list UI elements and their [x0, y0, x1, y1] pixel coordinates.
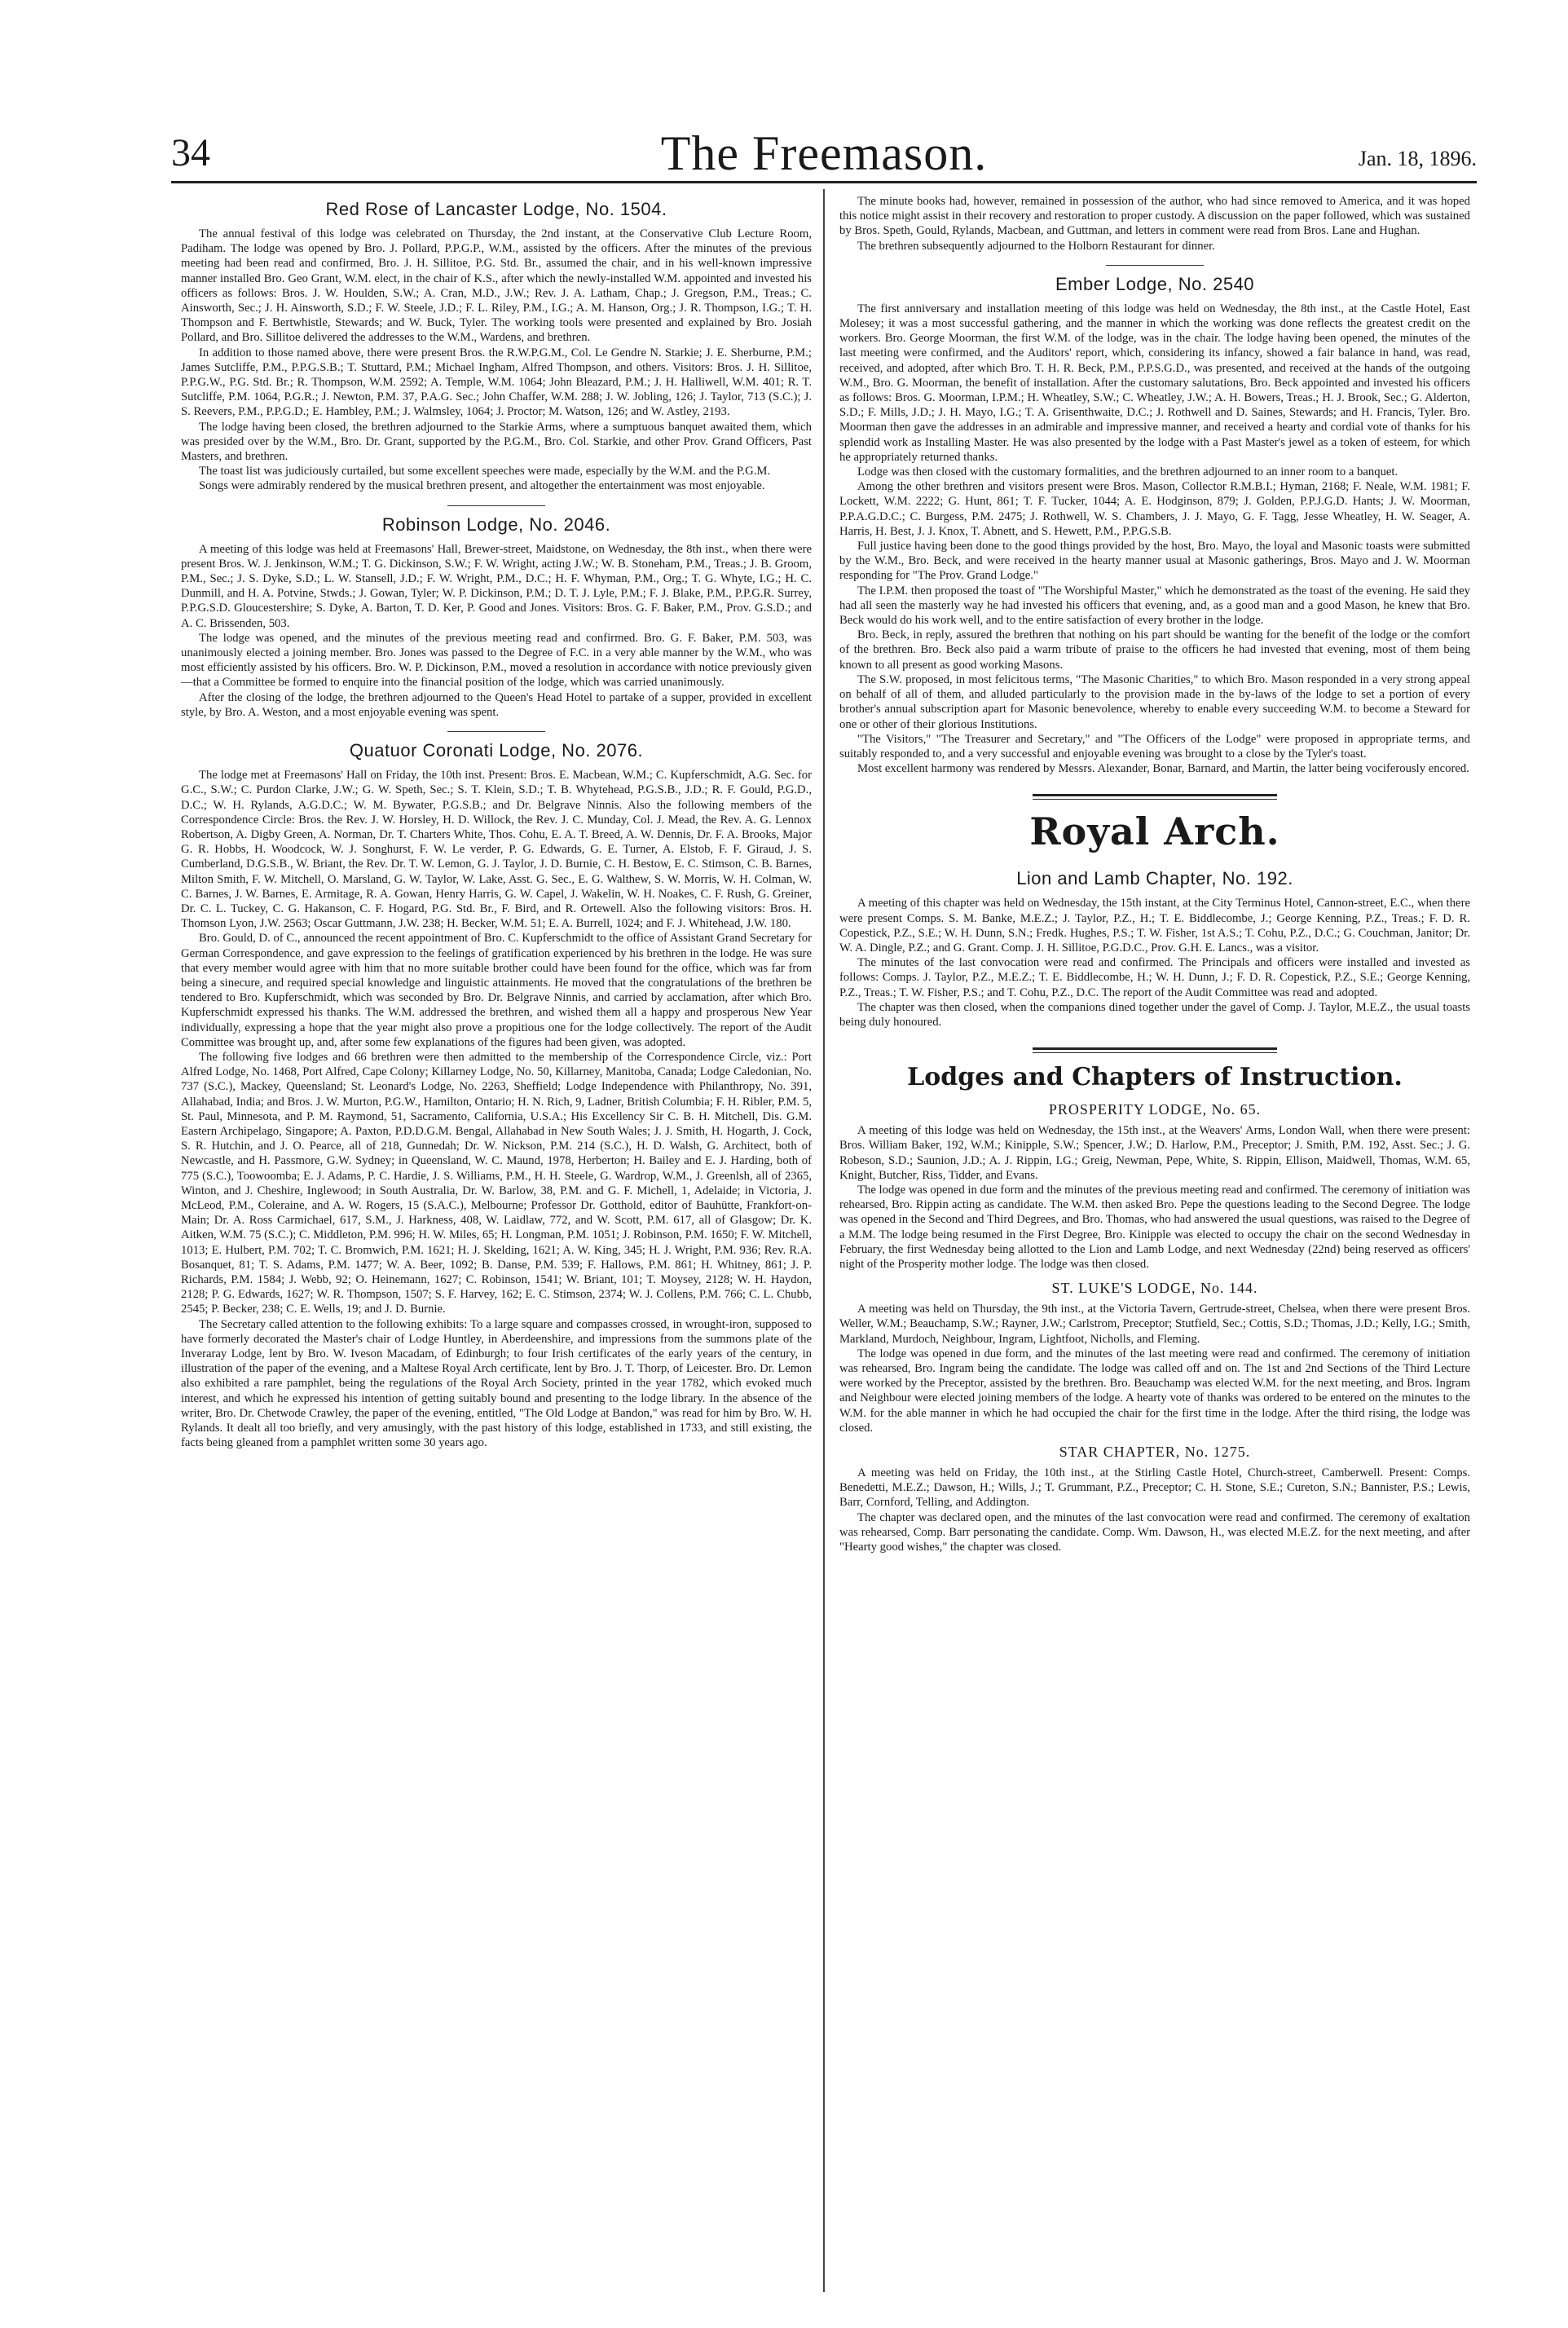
masthead	[171, 124, 1477, 181]
article-paragraph: A meeting of this chapter was held on Wednesday, the 15th instant, at the City Terminus Hotel, Cannon-street, E.C., when there were present Comps. S. M. Banke, M.E.Z.; J. Taylor, P.Z., H.; T. E. Biddlecombe, J.; George Kenning, P.Z., Treas.; F. D. R. Copestick, P.Z., S.E.; W. H. Dunn, S.N.; Fredk. Hughes, P.S.; T. W. Fisher, 1st A.S.; T. Cohu, P.Z., D.C.; G. Couchman, Janitor; Dr. W. A. Dingle, P.Z.; and G. Grant. Comp. J. H. Sillitoe, P.G.D.C., Prov. G.H. E. Lancs., was a visitor.	[839, 897, 1470, 955]
article-title: ST. LUKE'S LODGE, No. 144.	[1051, 1280, 1258, 1297]
article-paragraph: The chapter was then closed, when the companions dined together under the gavel of Comp. J. Taylor, M.E.Z., the usual toasts being duly honoured.	[839, 1000, 1470, 1029]
publication-title: The Freemason.	[660, 126, 988, 180]
article-paragraph: The brethren subsequently adjourned to the Holborn Restaurant for dinner.	[857, 239, 1215, 253]
article-paragraph: The minute books had, however, remained in possession of the author, who had since removed to America, and it was hoped this notice might assist in their recovery and restoration to proper custody. A discussion on the paper followed, which was sustained by Bros. Speth, Gould, Rylands, Macbean, and Guttman, and letters in comment were read from Bros. Lane and Hughan.	[839, 195, 1470, 238]
section-divider	[1033, 1047, 1277, 1053]
article-paragraph: Bro. Gould, D. of C., announced the recent appointment of Bro. C. Kupferschmidt to the office of Assistant Grand Secretary for German Correspondence, and gave expression to the feelings of gratification experienced by his brethren in the lodge. He was sure that every member would agree with him that no more suitable brother could have been found for the office, which was far from being a sinecure, and required special knowledge and linguistic attainments. He moved that the congratulations of the brethren be tendered to Bro. Kupferschmidt, which was seconded by Bro. Dr. Belgrave Ninnis, and carried by acclamation, after which Bro. Kupferschmidt expressed his thanks. The W.M. addressed the brethren, and wished them all a happy and prosperous New Year individually, expressing a hope that the year might also prove a propitious one for the lodge collectively. The report of the Audit Committee was brought up, and, after some few explanations of the figures had been given, was adopted.	[181, 932, 812, 1049]
article-paragraph: The lodge met at Freemasons' Hall on Friday, the 10th inst. Present: Bros. E. Macbean, W.M.; C. Kupferschmidt, A.G. Sec. for G.C., S.W.; C. Purdon Clarke, J.W.; G. W. Speth, Sec.; S. T. Klein, S.D.; T. B. Whytehead, P.G.S.B., J.D.; R. F. Gould, P.G.D., D.C.; W. H. Rylands, A.G.D.C.; W. M. Bywater, P.G.S.B.; and Dr. Belgrave Ninnis. Also the following members of the Correspondence Circle: Bros. the Rev. J. W. Horsley, H. D. Willock, the Rev. J. C. Munday, Col. J. Mead, the Rev. A. G. Lennox Robertson, A. Digby Green, A. Norman, Dr. T. Charters White, Thos. Cohu, E. A. T. Breed, A. W. Dennis, Dr. F. A. Brooks, Major G. R. Hobbs, H. Woodcock, W. J. Songhurst, F. W. Le verder, P. G. Edwards, G. E. Turner, A. Elstob, F. F. Giraud, J. S. Cumberland, D.G.S.B., W. Briant, the Rev. Dr. T. W. Lemon, G. J. Taylor, J. D. Burnie, C. H. Bestow, E. C. Stimson, C. B. Barnes, Milton Smith, F. W. Mitchell, O. Marsland, G. W. Taylor, W. Lake, Asst. G. Sec., E. G. Walthew, S. W. Morris, W. H. Colman, W. C. Barnes, J. W. Barnes, E. Armitage, R. A. Gowan, Henry Harris, G. W. Capel, J. Wakelin, W. H. Noakes, C. F. Rush, G. Greiner, Dr. C. L. Tuckey, C. G. Hakanson, C. F. Hogard, P.G. Std. Br., F. Bird, and R. Ortewell. Also the following visitors: Bros. H. Thomson Lyon, J.W. 2563; Oscar Guttmann, J.W. 238; H. Becker, W.M. 51; E. A. Burrell, 1024; and F. J. Whitehead, J.W. 180.	[181, 769, 812, 931]
article-red-rose	[181, 199, 812, 494]
page-number: 34	[171, 131, 210, 174]
issue-date: Jan. 18, 1896.	[1358, 147, 1477, 170]
article-title: Robinson Lodge, No. 2046.	[381, 514, 611, 535]
article-paragraph: Full justice having been done to the good things provided by the host, Bro. Mayo, the loyal and Masonic toasts were submitted by the W.M., Bro. Beck, and were received in the hearty manner usual at Masonic gatherings, Bros. Mayo and J. W. Moorman responding for "The Prov. Grand Lodge."	[839, 540, 1470, 583]
section-divider	[447, 505, 545, 506]
article-paragraph: A meeting was held on Thursday, the 9th inst., at the Victoria Tavern, Gertrude-street, Chelsea, when there were present Bros. Weller, W.M.; Beauchamp, S.W.; Rayner, J.W.; Carlstrom, Preceptor; Stutfield, Sec.; Cottis, S.D.; Thomas, J.D.; Kelly, I.G.; Smith, Markland, Murdoch, Neighbour, Ingram, Lightfoot, Nicholls, and Fleming.	[839, 1303, 1470, 1346]
left-column	[181, 194, 812, 1450]
article-title: STAR CHAPTER, No. 1275.	[1059, 1444, 1251, 1460]
article-continuation	[839, 194, 1470, 254]
article-paragraph: The lodge was opened in due form, and the minutes of the last meeting were read and confirmed. The ceremony of initiation was rehearsed, Bro. Ingram being the candidate. The lodge was called off and on. The 1st and 2nd Sections of the Third Lecture were worked by the Preceptor, assisted by the brethren. Bro. Beauchamp was elected W.M. for the next meeting, and Bros. Ingram and Neighbour were elected joining members of the lodge. A hearty vote of thanks was ordered to be entered on the minutes to the W.M. for the able manner in which he had occupied the chair for the first time in the lodge. After the third rising, the lodge was closed.	[839, 1347, 1470, 1435]
section-divider	[1106, 265, 1204, 266]
article-paragraph: The minutes of the last convocation were read and confirmed. The Principals and officers were installed and invested as follows: Comps. J. Taylor, P.Z., M.E.Z.; T. E. Biddlecombe, H.; W. H. Dunn, J.; F. D. R. Copestick, P.Z., S.E.; George Kenning, P.Z., Treas.; T. W. Fisher, P.S.; and T. Cohu, P.Z., D.C. The report of the Audit Committee was read and adopted.	[839, 956, 1470, 999]
column-divider	[823, 189, 825, 2292]
article-paragraph: Songs were admirably rendered by the musical brethren present, and altogether the entertainment was most enjoyable.	[199, 479, 765, 493]
article-paragraph: The S.W. proposed, in most felicitous terms, "The Masonic Charities," to which Bro. Mason responded in a very strong appeal on behalf of all of them, and alluded particularly to the provision made in the by-laws of the lodge to set a portion of every brother's annual subscription apart for Masonic benevolence, whereby to enable every succeeding W.M. to become a Steward for one or other of their glorious Institutions.	[839, 672, 1470, 731]
section-divider	[447, 731, 545, 732]
article-paragraph: The lodge was opened, and the minutes of the previous meeting read and confirmed. Bro. G. F. Baker, P.M. 503, was unanimously elected a joining member. Bro. Jones was passed to the Degree of F.C. in a very able manner by the W.M., who was most efficiently assisted by his officers. Bro. W. P. Dickinson, P.M., moved a resolution in accordance with notice previously given—that a Committee be formed to enquire into the financial position of the lodge, which was carried unanimously.	[181, 631, 812, 690]
article-ember	[839, 274, 1470, 777]
article-paragraph: Most excellent harmony was rendered by Messrs. Alexander, Bonar, Barnard, and Martin, the latter being vociferously encored.	[857, 762, 1469, 776]
section-instruction	[839, 1063, 1470, 1554]
article-title: PROSPERITY LODGE, No. 65.	[1048, 1101, 1262, 1118]
article-paragraph: The lodge was opened in due form and the minutes of the previous meeting read and confirmed. The ceremony of initiation was rehearsed, Bro. Rippin acting as candidate. The W.M. then asked Bro. Pepe the questions leading to the Second Degree. The lodge was opened in the Second and Third Degrees, and Bro. Thomas, who had answered the usual questions, was raised to the Degree of a M.M. The lodge being resumed in the First Degree, Bro. Kinipple was elected to occupy the chair on the second Wednesday in February, the first Wednesday being allotted to the Lion and Lamb Lodge, and next Wednesday (22nd) being reserved as officers' night of the Prosperity mother lodge. The lodge was then closed.	[839, 1183, 1470, 1271]
article-paragraph: A meeting was held on Friday, the 10th inst., at the Stirling Castle Hotel, Church-street, Camberwell. Present: Comps. Benedetti, M.E.Z.; Dawson, H.; Wills, J.; T. Grummant, P.Z., Preceptor; C. H. Stone, S.E.; Cureton, S.N.; Bannister, P.S.; Lewis, Barr, Cornford, Telling, and Addington.	[839, 1466, 1470, 1510]
article-title: Red Rose of Lancaster Lodge, No. 1504.	[325, 199, 667, 219]
article-paragraph: A meeting of this lodge was held on Wednesday, the 15th inst., at the Weavers' Arms, London Wall, when there were present: Bros. William Baker, 192, W.M.; Kinipple, S.W.; Spencer, J.W.; D. Harlow, P.M., Preceptor; J. Smith, P.M. 192, Asst. Sec.; J. G. Robeson, S.D.; Saunion, J.D.; A. J. Rippin, I.G.; Greig, Newman, Pepe, White, S. Rippin, Ellison, Maidwell, Thomas, W.M. 65, Knight, Butcher, Riss, Tidder, and Evans.	[839, 1124, 1470, 1182]
article-paragraph: The chapter was declared open, and the minutes of the last convocation were read and confirmed. The ceremony of exaltation was rehearsed, Comp. Barr personating the candidate. Comp. Wm. Dawson, H., was elected M.E.Z. for the next meeting, and after "Hearty good wishes," the chapter was closed.	[839, 1510, 1470, 1554]
article-title: Ember Lodge, No. 2540	[1055, 273, 1255, 294]
section-heading: Royal Arch.	[1029, 809, 1280, 854]
article-paragraph: The toast list was judiciously curtailed, but some excellent speeches were made, especially by the W.M. and the P.G.M.	[199, 465, 771, 478]
section-royal-arch	[839, 809, 1470, 1030]
article-title: Lion and Lamb Chapter, No. 192.	[1016, 868, 1293, 889]
article-paragraph: The annual festival of this lodge was celebrated on Thursday, the 2nd instant, at the Conservative Club Lecture Room, Padiham. The lodge was opened by Bro. J. Pollard, P.P.G.P., W.M., assisted by the officers. After the minutes of the previous meeting had been read and confirmed, Bro. J. H. Sillitoe, P.G. Std. Br., assumed the chair, and in his well-known impressive manner installed Bro. Geo Grant, W.M. elect, in the chair of K.S., after which the newly-installed W.M. appointed and invested his officers as follows: Bros. J. W. Houlden, S.W.; A. Cran, M.D., J.W.; Rev. J. A. Latham, Chap.; J. Gregson, P.M., Treas.; C. Ainsworth, Sec.; J. H. Ainsworth, S.D.; F. W. Steele, J.D.; F. L. Riley, P.M., I.G.; A. M. Hanson, Org.; J. R. Thompson, I.G.; T. H. Thompson and F. Bertwhistle, Stewards; and W. Buck, Tyler. The working tools were presented and explained by Bro. Josiah Pollard, and Bro. Sillitoe delivered the addresses to the W.M., Wardens, and brethren.	[181, 227, 812, 345]
article-paragraph: The Secretary called attention to the following exhibits: To a large square and compasses crossed, in wrought-iron, supposed to have formerly decorated the Master's chair of Lodge Huntley, in Aberdeenshire, and impressions from the summons plate of the Inveraray Lodge, lent by Bro. W. Iveson Macadam, of Edinburgh; to four Irish certificates of the early years of the century, in illustration of the paper of the evening, and a Maltese Royal Arch certificate, lent by Bro. J. T. Thorp, of Leicester. Bro. Dr. Lemon also exhibited a rare pamphlet, being the regulations of the Royal Arch Society, printed in the year 1782, which evoked much interest, and which he expressed his intention of getting suitably bound and presenting to the lodge library. In the absence of the writer, Bro. Dr. Chetwode Crawley, the paper of the evening, entitled, "The Old Lodge at Bandon," was read for him by Bro. W. H. Rylands. It dealt all too briefly, and very amusingly, with the past history of this lodge, established in 1733, and still existing, the facts being gleaned from a pamphlet written some 30 years ago.	[181, 1317, 812, 1450]
section-divider	[1033, 794, 1277, 800]
article-paragraph: The first anniversary and installation meeting of this lodge was held on Wednesday, the 8th inst., at the Castle Hotel, East Molesey; it was a most successful gathering, and the manner in which the working was done reflects the greatest credit on the workers. Bro. George Moorman, the first W.M. of the lodge, was in the chair. The lodge having been opened, the minutes of the last meeting were confirmed, and the Auditors' report, which, considering its infancy, showed a fair balance in hand, was read, received, and adopted, after which Bro. T. H. R. Beck, P.M., P.P.S.G.D., was presented, and received at the hands of the outgoing W.M., Bro. G. Moorman, the benefit of installation. After the customary salutations, Bro. Beck appointed and invested his officers as follows: Bros. G. Moorman, I.P.M.; H. Wheatley, S.W.; C. Wheatley, J.W.; A. H. Bowers, Treas.; H. J. Brook, Sec.; G. Alderton, S.D.; F. Mills, J.D.; J. H. Mayo, I.G.; T. A. Grisenthwaite, D.C.; J. Rothwell and D. Saines, Stewards; and H. Francis, Tyler. Bro. Moorman then gave the addresses in an admirable and impressive manner, and received a hearty and cordial vote of thanks for his splendid work as Installing Master. He was also presented by the lodge with a Past Master's jewel as a token of esteem, for which he appropriately returned thanks.	[839, 302, 1470, 464]
header-rule	[171, 181, 1477, 183]
article-quatuor-coronati	[181, 740, 812, 1450]
article-paragraph: "The Visitors," "The Treasurer and Secretary," and "The Officers of the Lodge" were proposed in appropriate terms, and suitably responded to, and a very successful and enjoyable evening was brought to a close by the Tyler's toast.	[839, 732, 1470, 761]
article-robinson	[181, 514, 812, 720]
section-heading: Lodges and Chapters of Instruction.	[907, 1063, 1403, 1092]
article-paragraph: Bro. Beck, in reply, assured the brethren that nothing on his part should be wanting for the benefit of the lodge or the comfort of the brethren. Bro. Beck also paid a warm tribute of praise to the officers he had invested that evening, most of them being known to all present as good working Masons.	[839, 628, 1470, 672]
article-paragraph: The I.P.M. then proposed the toast of "The Worshipful Master," which he demonstrated as the toast of the evening. He said they had all seen the masterly way he had invested his officers that evening, and, as a good man and a good Mason, he knew that Bro. Beck would do his work well, and to the entire satisfaction of every brother in the lodge.	[839, 584, 1470, 628]
article-paragraph: Lodge was then closed with the customary formalities, and the brethren adjourned to an inner room to a banquet.	[857, 465, 1398, 479]
article-paragraph: The following five lodges and 66 brethren were then admitted to the membership of the Correspondence Circle, viz.: Port Alfred Lodge, No. 1468, Port Alfred, Cape Colony; Killarney Lodge, No. 50, Killarney, Manitoba, Canada; Lodge Caledonian, No. 737 (S.C.), Mackey, Queensland; St. Leonard's Lodge, No. 2263, Sheffield; Lodge Independence with Philanthropy, No. 391, Allahabad, India; and Bros. J. W. Murton, P.G.W., Hamilton, Ontario; H. N. Rich, 9, Ladner, British Columbia; F. H. Ribler, P.M. 5, St. Paul, Minnesota, and P. M. Raymond, 51, Sacramento, California, U.S.A.; His Excellency Sir C. B. H. Mitchell, Dis. G.M. Eastern Archipelago, Singapore; A. Paxton, P.D.D.G.M. Bengal, Allahabad in New South Wales; J. J. Smith, H. Hogarth, J. Cock, S. R. Hutchin, and J. O. Pearce, all of 218, Gunnedah; Dr. W. Nickson, P.M. 214 (S.C.), H. D. Walsh, G. Architect, both of Newcastle, and H. Passmore, G.W. Sydney; in Queensland, W. C. Maund, 1978, Herberton; H. Bailey and E. J. Harding, both of 775 (S.C.), Toowoomba; E. J. Adams, P. C. Hardie, J. S. Williams, P.M., H. H. Steele, G. Wardrop, W.M., J. Greenlsh, all of 2365, Winton, and J. Cheshire, Inglewood; in South Australia, Dr. W. Barlow, 38, P.M. and G. F. Michell, 1, Adelaide; in Victoria, J. McLeod, P.M., Coleraine, and A. W. Rogers, 15 (S.A.C.), Melbourne; Professor Dr. Gotthold, editor of Bauhütte, Frankfort-on-Main; Dr. A. Ross Carmichael, 617, S.M., J. Harkness, 408, W. Laidlaw, 772, and W. Scott, P.M. 617, all of Glasgow; Dr. K. Aitken, W.M. 75 (S.C.); C. Middleton, P.M. 996; H. W. Miles, 65; H. Longman, P.M. 1051; J. Robinson, P.M. 1650; F. W. Mitchell, 1013; E. Hulbert, P.M. 702; T. C. Bromwich, P.M. 1621; H. J. Skelding, 1621; A. W. King, 345; H. J. Wright, P.M. 936; Rev. R.A. Bosanquet, 81; T. S. Adams, P.M. 1477; W. A. Beer, 1092; B. Danse, P.M. 539; F. Hallows, P.M. 861; H. Whitney, 861; J. P. Richards, P.M. 1584; J. Webb, 92; O. Heinemann, 1627; C. Robinson, 1541; W. Briant, 101; T. Moysey, 2128; W. H. Haydon, 2128; P. G. Edwards, 1627; W. R. Thompson, 1507; S. F. Harvey, 162; E. C. Stimson, 2374; W. J. Collens, P.M. 766; C. L. Chubb, 2545; P. Becker, 238; C. E. Wells, 19; and J. D. Burnie.	[181, 1050, 812, 1316]
article-paragraph: In addition to those named above, there were present Bros. the R.W.P.G.M., Col. Le Gendre N. Starkie; J. E. Sherburne, P.M.; James Sutcliffe, P.M., P.P.G.S.B.; T. Stuttard, P.M.; Michael Ingham, Alfred Thompson, and others. Visitors: Bros. J. H. Sillitoe, P.P.G.W., P.G. Std. Br.; R. Thompson, W.M. 2592; A. Temple, W.M. 1064; John Bleazard, P.M.; J. H. Halliwell, W.M. 401; R. T. Sutcliffe, P.M. 1064, P.G.R.; J. Newton, P.M. 37, P.A.G. Sec.; John Chaffer, W.M. 288; J. W. Jobling, 126; J. Taylor, 713 (S.C.); J. S. Reevers, P.M., P.P.G.D.; E. Hambley, P.M.; J. Walmsley, 1064; J. Proctor; M. Watson, 126; and W. Astley, 2193.	[181, 346, 812, 419]
article-paragraph: After the closing of the lodge, the brethren adjourned to the Queen's Head Hotel to partake of a supper, provided in excellent style, by Bro. A. Weston, and a most enjoyable evening was spent.	[181, 690, 812, 719]
article-title: Quatuor Coronati Lodge, No. 2076.	[349, 740, 644, 761]
article-paragraph: The lodge having been closed, the brethren adjourned to the Starkie Arms, where a sumptuous banquet awaited them, which was presided over by the W.M., Bro. Dr. Grant, supported by the P.G.M., Bro. Col. Starkie, and other Prov. Grand Officers, Past Masters, and brethren.	[181, 420, 812, 464]
article-paragraph: Among the other brethren and visitors present were Bros. Mason, Collector R.M.B.I.; Hyman, 2168; F. Neale, W.M. 1981; F. Lockett, W.M. 2222; G. Hunt, 861; T. F. Tucker, 1044; A. E. Hodginson, 879; J. Golden, P.P.J.G.D. Hants; J. W. Moorman, P.P.A.G.D.C.; C. Burgess, P.M. 2475; J. Rothwell, W. S. Chambers, J. J. Mayo, G. F. Tagg, Jesse Wheatley, H. W. Seager, A. Harris, H. Best, J. J. Knox, T. Abnett, and S. Hewett, P.M., P.P.G.S.B.	[839, 480, 1470, 538]
article-paragraph: A meeting of this lodge was held at Freemasons' Hall, Brewer-street, Maidstone, on Wednesday, the 8th inst., when there were present Bros. W. J. Jenkinson, W.M.; T. G. Dickinson, S.W.; F. W. Wright, acting J.W.; W. B. Stoneham, P.M., Treas.; J. B. Groom, P.M., Sec.; J. S. Dyke, S.D.; L. W. Stansell, J.D.; F. W. Wright, P.M., D.C.; H. F. Whyman, P.M., Org.; T. G. Whyte, I.G.; H. C. Dunmill, and H. A. Potvine, Stwds.; J. Gowan, Tyler; W. P. Dickinson, P.M.; D. T. J. Lyle, P.M.; F. J. Blake, P.M., P.P.G.R. Surrey, P.P.G.S.D. Gloucestershire; S. Dyke, A. Barton, T. D. Ker, P. Good and Jones. Visitors: Bros. G. F. Baker, P.M., Prov. G.S.D.; and A. C. Brissenden, 503.	[181, 542, 812, 630]
right-column	[839, 194, 1470, 1554]
